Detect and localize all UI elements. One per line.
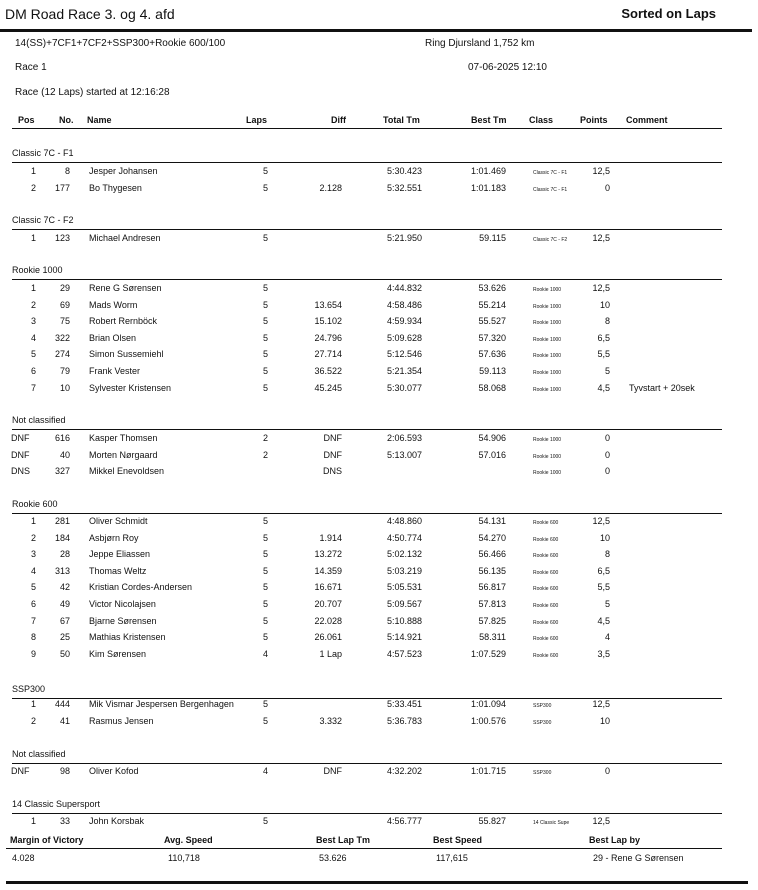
cell-total-time: 4:56.777 — [386, 816, 422, 826]
table-row — [0, 333, 758, 349]
cell-diff: DNF — [323, 449, 342, 460]
cell-class: Classic 7C - F2 — [533, 237, 568, 243]
group-divider — [12, 429, 722, 430]
col-class: Class — [529, 115, 554, 125]
cell-best-time: 56.817 — [478, 582, 506, 593]
cell-diff: 45.245 — [314, 382, 342, 393]
cell-diff: 20.707 — [314, 599, 342, 609]
header-divider — [0, 29, 752, 32]
cell-laps: 4 — [262, 648, 268, 659]
cell-points: 0 — [604, 449, 610, 460]
cell-name: Kasper Thomsen — [89, 433, 158, 443]
cell-position: DNF — [11, 766, 30, 776]
cell-points: 8 — [604, 549, 610, 560]
cell-number: 49 — [59, 599, 70, 609]
cell-total-time: 5:09.628 — [386, 332, 422, 343]
cell-position: 1 — [30, 516, 36, 526]
table-row — [0, 183, 758, 199]
col-points: Points — [580, 115, 608, 125]
cell-total-time: 4:58.486 — [386, 299, 422, 310]
cell-laps: 2 — [262, 433, 268, 443]
cell-position: 7 — [30, 615, 36, 626]
cell-name: Frank Vester — [89, 366, 141, 376]
summary-bestby-value: 29 - Rene G Sørensen — [593, 853, 684, 863]
cell-class: Rookie 600 — [533, 520, 559, 526]
table-row — [0, 599, 758, 615]
column-header-divider — [12, 128, 722, 129]
cell-best-time: 57.813 — [478, 599, 506, 609]
cell-class: SSP300 — [533, 770, 552, 776]
cell-best-time: 54.131 — [478, 516, 506, 526]
cell-points: 8 — [604, 316, 610, 327]
cell-best-time: 55.827 — [478, 816, 506, 826]
cell-best-time: 1:01.469 — [470, 166, 506, 176]
cell-points: 0 — [604, 433, 610, 443]
table-row — [0, 649, 758, 665]
group-title: SSP300 — [12, 684, 46, 694]
cell-laps: 4 — [262, 766, 268, 776]
cell-class: Rookie 1000 — [533, 303, 562, 310]
cell-diff: 36.522 — [314, 366, 342, 376]
cell-laps: 5 — [262, 299, 268, 310]
summary-bestlap-value: 53.626 — [319, 853, 347, 863]
cell-name: Simon Sussemiehl — [89, 349, 164, 360]
group-title: Not classified — [12, 749, 66, 759]
cell-points: 12,5 — [592, 816, 610, 826]
cell-laps: 5 — [262, 582, 268, 593]
table-row — [0, 632, 758, 648]
table-row — [0, 366, 758, 382]
cell-class: Rookie 600 — [533, 603, 559, 609]
cell-best-time: 54.906 — [478, 433, 506, 443]
cell-best-time: 54.270 — [478, 532, 506, 543]
cell-position: 1 — [30, 283, 36, 293]
col-total: Total Tm — [383, 115, 420, 125]
cell-number: 313 — [54, 565, 70, 576]
cell-position: 2 — [30, 532, 36, 543]
cell-number: 177 — [54, 182, 70, 193]
cell-number: 28 — [59, 549, 70, 560]
summary-margin-value: 4.028 — [12, 853, 35, 863]
cell-name: Bjarne Sørensen — [89, 615, 157, 626]
cell-total-time: 5:12.546 — [386, 349, 422, 360]
cell-name: Jesper Johansen — [89, 166, 158, 176]
cell-class: Classic 7C - F1 — [533, 186, 568, 193]
summary-bestby-label: Best Lap by — [589, 835, 641, 845]
cell-laps: 5 — [262, 699, 268, 709]
table-row — [0, 300, 758, 316]
cell-best-time: 57.016 — [478, 449, 506, 460]
cell-laps: 5 — [262, 715, 268, 726]
cell-laps: 5 — [262, 349, 268, 360]
cell-total-time: 4:59.934 — [386, 316, 422, 327]
cell-number: 184 — [54, 532, 70, 543]
cell-number: 616 — [54, 433, 70, 443]
cell-best-time: 59.115 — [479, 233, 506, 243]
cell-position: 7 — [30, 382, 36, 393]
cell-laps: 5 — [262, 599, 268, 609]
cell-class: Classic 7C - F1 — [533, 170, 568, 176]
cell-laps: 5 — [262, 366, 268, 376]
cell-best-time: 57.825 — [478, 615, 506, 626]
cell-total-time: 5:21.354 — [386, 366, 422, 376]
cell-points: 5 — [604, 366, 610, 376]
table-row — [0, 349, 758, 365]
group-divider — [12, 229, 722, 230]
race-start: Race (12 Laps) started at 12:16:28 — [15, 87, 170, 98]
cell-best-time: 56.466 — [478, 549, 506, 560]
cell-number: 98 — [59, 766, 70, 776]
cell-comment: Tyvstart + 20sek — [629, 382, 695, 393]
cell-position: DNF — [11, 433, 30, 443]
cell-points: 3,5 — [597, 648, 610, 659]
cell-class: Rookie 1000 — [533, 353, 562, 360]
cell-name: Mathias Kristensen — [89, 632, 166, 643]
col-comment: Comment — [626, 115, 668, 125]
cell-points: 5,5 — [597, 582, 610, 593]
cell-name: Kristian Cordes-Andersen — [89, 582, 193, 593]
group-divider — [12, 279, 722, 280]
cell-points: 10 — [599, 532, 610, 543]
cell-number: 75 — [59, 316, 70, 327]
cell-class: Rookie 600 — [533, 569, 559, 576]
cell-diff: DNF — [323, 766, 342, 776]
cell-position: 1 — [30, 166, 36, 176]
table-row — [0, 766, 758, 782]
cell-class: Rookie 600 — [533, 619, 559, 626]
cell-number: 274 — [54, 349, 70, 360]
cell-name: Mik Vismar Jespersen Bergenhagen — [89, 699, 234, 709]
table-row — [0, 450, 758, 466]
cell-class: Rookie 600 — [533, 636, 559, 643]
cell-number: 10 — [59, 382, 70, 393]
race-label: Race 1 — [15, 62, 47, 73]
cell-position: 1 — [30, 699, 36, 709]
cell-best-time: 56.135 — [478, 565, 506, 576]
cell-best-time: 58.311 — [479, 632, 506, 643]
cell-name: John Korsbak — [89, 816, 145, 826]
cell-class: 14 Classic Supe — [533, 820, 570, 826]
cell-position: 3 — [30, 549, 36, 560]
table-row — [0, 533, 758, 549]
track-name: Ring Djursland 1,752 km — [425, 38, 535, 49]
cell-position: 9 — [30, 648, 36, 659]
cell-total-time: 4:57.523 — [386, 648, 422, 659]
table-row — [0, 549, 758, 565]
cell-position: 1 — [30, 816, 36, 826]
cell-laps: 5 — [262, 316, 268, 327]
group-divider — [12, 513, 722, 514]
cell-laps: 5 — [262, 816, 268, 826]
cell-name: Thomas Weltz — [89, 565, 147, 576]
cell-position: 5 — [30, 349, 36, 360]
cell-number: 67 — [59, 615, 70, 626]
cell-points: 6,5 — [597, 565, 610, 576]
cell-class: Rookie 600 — [533, 553, 559, 560]
table-row — [0, 383, 758, 399]
cell-name: Michael Andresen — [89, 233, 161, 243]
cell-class: Rookie 1000 — [533, 437, 562, 443]
cell-number: 444 — [54, 699, 70, 709]
col-diff: Diff — [331, 115, 346, 125]
cell-points: 6,5 — [597, 332, 610, 343]
cell-name: Mads Worm — [89, 299, 138, 310]
cell-best-time: 1:00.576 — [470, 715, 506, 726]
cell-class: SSP300 — [533, 703, 552, 709]
cell-diff: 15.102 — [314, 316, 342, 327]
cell-diff: DNF — [323, 433, 342, 443]
group-divider — [12, 162, 722, 163]
cell-class: Rookie 600 — [533, 536, 559, 543]
cell-name: Sylvester Kristensen — [89, 382, 172, 393]
cell-total-time: 5:30.423 — [386, 166, 422, 176]
cell-best-time: 1:01.094 — [470, 699, 506, 709]
cell-name: Victor Nicolajsen — [89, 599, 156, 609]
cell-best-time: 55.214 — [478, 299, 506, 310]
sort-label: Sorted on Laps — [621, 6, 716, 21]
cell-position: 5 — [30, 582, 36, 593]
cell-position: 3 — [30, 316, 36, 327]
cell-name: Morten Nørgaard — [89, 449, 158, 460]
cell-number: 69 — [59, 299, 70, 310]
cell-best-time: 53.626 — [478, 283, 506, 293]
group-title: Not classified — [12, 415, 66, 425]
cell-total-time: 5:14.921 — [386, 632, 422, 643]
cell-number: 281 — [54, 516, 70, 526]
table-row — [0, 716, 758, 732]
cell-position: 4 — [30, 565, 36, 576]
cell-number: 33 — [59, 816, 70, 826]
cell-diff: 1.914 — [319, 532, 342, 543]
table-row — [0, 816, 758, 832]
col-best: Best Tm — [471, 115, 507, 125]
cell-points: 12,5 — [592, 166, 610, 176]
cell-name: Mikkel Enevoldsen — [89, 466, 165, 477]
cell-position: 4 — [30, 332, 36, 343]
cell-laps: 5 — [262, 166, 268, 176]
cell-total-time: 5:09.567 — [386, 599, 422, 609]
cell-number: 50 — [59, 648, 70, 659]
cell-class: Rookie 1000 — [533, 470, 562, 477]
cell-diff: 1 Lap — [319, 648, 342, 659]
cell-diff: 14.359 — [314, 565, 342, 576]
cell-number: 123 — [54, 233, 70, 243]
cell-laps: 5 — [262, 182, 268, 193]
cell-laps: 5 — [262, 532, 268, 543]
cell-laps: 5 — [262, 549, 268, 560]
cell-number: 79 — [59, 366, 70, 376]
table-row — [0, 582, 758, 598]
cell-laps: 5 — [262, 632, 268, 643]
cell-laps: 5 — [262, 565, 268, 576]
cell-total-time: 5:36.783 — [386, 715, 422, 726]
cell-diff: 22.028 — [314, 615, 342, 626]
summary-avg-value: 110,718 — [168, 853, 200, 863]
summary-bestlap-label: Best Lap Tm — [316, 835, 371, 845]
cell-best-time: 57.636 — [478, 349, 506, 360]
col-name: Name — [87, 115, 112, 125]
cell-total-time: 5:05.531 — [386, 582, 422, 593]
cell-points: 12,5 — [592, 699, 610, 709]
race-datetime: 07-06-2025 12:10 — [468, 62, 547, 73]
cell-class: SSP300 — [533, 719, 552, 726]
cell-position: 2 — [30, 299, 36, 310]
cell-number: 327 — [54, 466, 70, 477]
cell-points: 0 — [604, 182, 610, 193]
cell-diff: 27.714 — [314, 349, 342, 360]
cell-class: Rookie 1000 — [533, 453, 562, 460]
cell-points: 0 — [604, 466, 610, 477]
cell-position: 1 — [30, 233, 36, 243]
cell-position: 6 — [30, 599, 36, 609]
group-title: Classic 7C - F2 — [12, 215, 74, 225]
cell-points: 4,5 — [597, 382, 610, 393]
cell-class: Rookie 600 — [533, 586, 559, 593]
group-divider — [12, 813, 722, 814]
cell-total-time: 5:13.007 — [386, 449, 422, 460]
cell-total-time: 2:06.593 — [386, 433, 422, 443]
cell-laps: 5 — [262, 516, 268, 526]
summary-avg-label: Avg. Speed — [164, 835, 213, 845]
cell-total-time: 5:02.132 — [386, 549, 422, 560]
cell-position: 6 — [30, 366, 36, 376]
cell-name: Rene G Sørensen — [89, 283, 162, 293]
cell-best-time: 59.113 — [479, 366, 506, 376]
table-row — [0, 433, 758, 449]
summary-bestspeed-label: Best Speed — [433, 835, 483, 845]
col-pos: Pos — [18, 115, 35, 125]
cell-total-time: 5:21.950 — [386, 233, 422, 243]
cell-number: 40 — [59, 449, 70, 460]
cell-best-time: 58.068 — [478, 382, 506, 393]
cell-position: DNS — [11, 466, 31, 477]
cell-position: 2 — [30, 182, 36, 193]
cell-best-time: 1:07.529 — [470, 648, 506, 659]
summary-divider — [6, 848, 722, 849]
cell-name: Rasmus Jensen — [89, 715, 154, 726]
cell-diff: DNS — [322, 466, 342, 477]
cell-total-time: 4:50.774 — [386, 532, 422, 543]
cell-laps: 5 — [262, 332, 268, 343]
cell-number: 322 — [54, 332, 70, 343]
summary-bestspeed-value: 117,615 — [436, 853, 468, 863]
cell-diff: 24.796 — [314, 332, 342, 343]
table-row — [0, 316, 758, 332]
cell-number: 42 — [59, 582, 70, 593]
cell-diff: 2.128 — [319, 182, 342, 193]
cell-total-time: 4:32.202 — [386, 766, 422, 776]
cell-number: 8 — [64, 166, 70, 176]
cell-number: 29 — [59, 283, 70, 293]
cell-points: 10 — [599, 715, 610, 726]
cell-total-time: 5:32.551 — [386, 182, 422, 193]
cell-points: 4,5 — [597, 615, 610, 626]
cell-class: Rookie 1000 — [533, 287, 562, 293]
cell-points: 4 — [604, 632, 610, 643]
cell-total-time: 5:30.077 — [386, 382, 422, 393]
cell-laps: 5 — [262, 283, 268, 293]
cell-name: Jeppe Eliassen — [89, 549, 151, 560]
cell-points: 5,5 — [597, 349, 610, 360]
cell-diff: 3.332 — [319, 715, 342, 726]
cell-position: DNF — [11, 449, 30, 460]
summary-margin-label: Margin of Victory — [10, 835, 84, 845]
cell-name: Asbjørn Roy — [89, 532, 139, 543]
cell-points: 0 — [604, 766, 610, 776]
cell-points: 12,5 — [592, 516, 610, 526]
table-row — [0, 699, 758, 715]
table-row — [0, 166, 758, 182]
cell-laps: 2 — [262, 449, 268, 460]
cell-name: Brian Olsen — [89, 332, 137, 343]
cell-name: Robert Rernböck — [89, 316, 158, 327]
cell-total-time: 4:44.832 — [386, 283, 422, 293]
cell-best-time: 57.320 — [478, 332, 506, 343]
table-row — [0, 566, 758, 582]
cell-name: Kim Sørensen — [89, 648, 147, 659]
cell-class: Rookie 600 — [533, 652, 559, 659]
cell-total-time: 5:33.451 — [386, 699, 422, 709]
footer-divider — [6, 881, 748, 884]
cell-number: 41 — [59, 715, 70, 726]
cell-class: Rookie 1000 — [533, 320, 562, 327]
cell-points: 12,5 — [592, 233, 610, 243]
col-no: No. — [59, 115, 74, 125]
cell-diff: 13.654 — [314, 299, 342, 310]
cell-name: Bo Thygesen — [89, 182, 142, 193]
table-row — [0, 233, 758, 249]
cell-laps: 5 — [262, 233, 268, 243]
cell-diff: 16.671 — [314, 582, 342, 593]
cell-class: Rookie 1000 — [533, 336, 562, 343]
table-row — [0, 466, 758, 482]
cell-laps: 5 — [262, 382, 268, 393]
cell-total-time: 4:48.860 — [386, 516, 422, 526]
cell-position: 8 — [30, 632, 36, 643]
cell-points: 10 — [599, 299, 610, 310]
cell-diff: 13.272 — [314, 549, 342, 560]
cell-total-time: 5:03.219 — [386, 565, 422, 576]
cell-best-time: 1:01.715 — [470, 766, 506, 776]
cell-total-time: 5:10.888 — [386, 615, 422, 626]
group-title: 14 Classic Supersport — [12, 799, 101, 809]
cell-points: 5 — [604, 599, 610, 609]
cell-number: 25 — [59, 632, 70, 643]
table-row — [0, 616, 758, 632]
cell-class: Rookie 1000 — [533, 386, 562, 393]
group-divider — [12, 763, 722, 764]
group-title: Rookie 1000 — [12, 265, 63, 275]
cell-points: 12,5 — [592, 283, 610, 293]
cell-laps: 5 — [262, 615, 268, 626]
cell-position: 2 — [30, 715, 36, 726]
group-title: Rookie 600 — [12, 499, 58, 509]
cell-best-time: 55.527 — [478, 316, 506, 327]
report-title: DM Road Race 3. og 4. afd — [5, 6, 175, 22]
table-row — [0, 283, 758, 299]
cell-name: Oliver Kofod — [89, 766, 139, 776]
classes-line: 14(SS)+7CF1+7CF2+SSP300+Rookie 600/100 — [15, 38, 226, 49]
group-title: Classic 7C - F1 — [12, 148, 74, 158]
cell-name: Oliver Schmidt — [89, 516, 148, 526]
cell-diff: 26.061 — [314, 632, 342, 643]
table-row — [0, 516, 758, 532]
col-laps: Laps — [246, 115, 268, 125]
cell-best-time: 1:01.183 — [470, 182, 506, 193]
cell-class: Rookie 1000 — [533, 370, 562, 376]
